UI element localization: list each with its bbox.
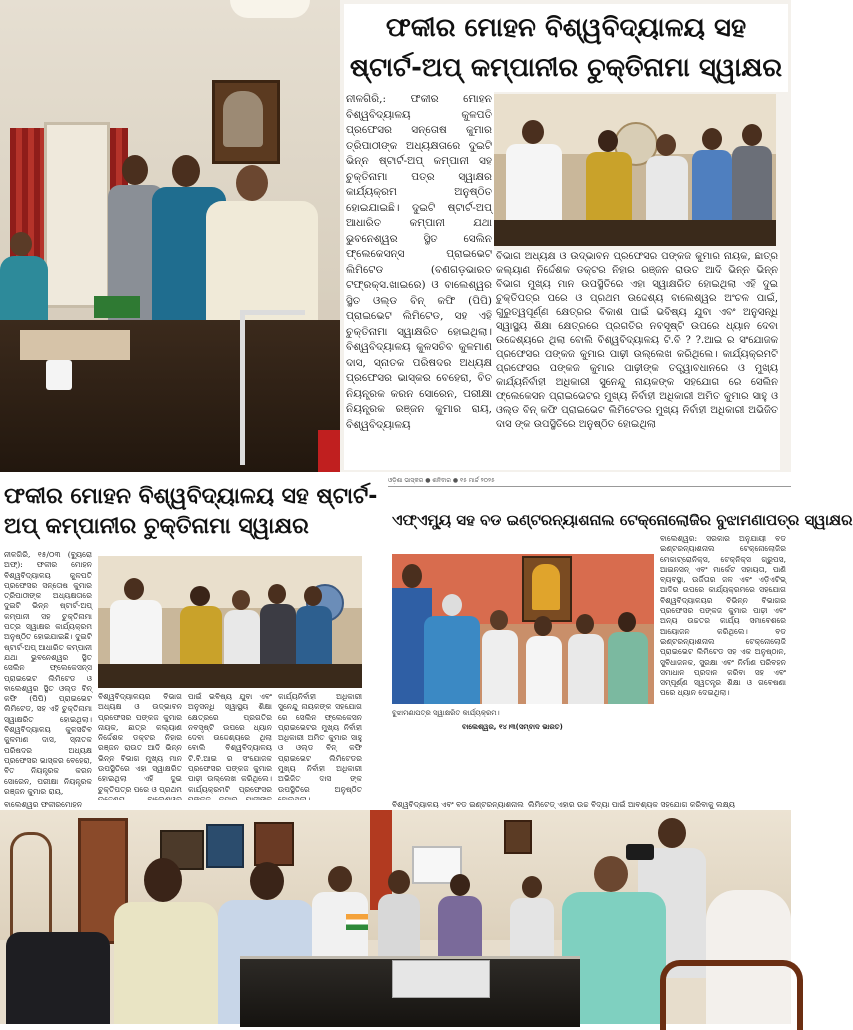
wall-frame-4 [504, 820, 532, 854]
photo-desk [494, 220, 776, 246]
photo-desk [98, 664, 362, 688]
clipping-2-column-b: ପାଇଁ ଭବିଷ୍ୟ ଯୁବା ଏବଂ ଅନୁସନ୍ଧି ସ୍ୱାସ୍ଥ୍ୟ ଶିକ୍ଷା କ୍ଷେତ୍ରରେ ପ୍ରଗତିର ନବସୃଷ୍ଟି ଉପରେ ଧ୍ୟାନ ଦେବା ଉଦ୍ଦେଶ୍ୟରେ ଥିଲା ବୋଲି ବିଶ୍ୱବିଦ୍ୟାଳୟ ଟି.ବି.ଆଇ ର ସଂଯୋଜକ ପ୍ରଫେସର ପଙ୍କଜ କୁମାର ପାଢ଼ୀ ଉଲ୍ଲେଖ କରିଥିଲେ। କାର୍ଯ୍ୟକ୍ରମଟି ପ୍ରଫେସର [188, 692, 272, 794]
clipping-2-column-left: ନୀଳଗିରି, ୧୫/୦୩ (ବ୍ୟୁରୋ ଅଫ୍): ଫକୀର ମୋହନ ବିଶ୍ୱବିଦ୍ୟାଳୟ କୁଳପତି ପ୍ରଫେସର ସନ୍ତୋଷ କୁମାର ତ୍ରିପାଠୀଙ୍କ ଅଧ୍ୟକ୍ଷତାରେ ଦୁଇଟି ଭିନ୍ନ ଷ୍ଟାର୍ଟ-ଅପ୍ କମ୍ପାନୀ ସହ ଚୁକ୍ତିନାମା ପତ୍ର ସ୍ୱାକ୍ଷର କାର୍ଯ୍ୟକ୍ରମ ଅନୁଷ୍ଠିତ ହୋଇଯାଇଛି। ଦୁଇଟି ଷ୍ଟାର୍ଟ-ଅପ୍ ଆଧାରିତ କମ୍ପାନୀ ଯଥା ଭୁବନେଶ୍ୱର ସ୍ଥିତ ସେଲିନ ଫ୍ଲେକେସନ୍ସ ପ୍ରାଇଭେଟ ଲିମିଟେଡ ଓ ବାଲେଶ୍ୱର ସ୍ଥିତ ଓଲ୍ଡ ବିନ୍ କଫି (ପିପି) ପ୍ରାଇଭେଟ ଲିମିଟେଡ, ସହ ଏହି ଚୁକ୍ତିନାମା ସ୍ୱାକ୍ଷରିତ ହୋଇଥିଲା। ବିଶ୍ୱବିଦ୍ୟାଳୟ କୁଳସଚିବ କୁଳମାଣ ଦାସ, ସ୍ନାତକ ପରିଷଦର ଅଧ୍ୟକ୍ଷ ପ୍ରଫେସର ଭାସ୍କର ବେହେରା, ବିତ ନିୟନ୍ତ୍ରକ କରନ ସୋରେନ, ପରୀକ୍ଷା ନିୟନ୍ତ୍ରକ ରଞ୍ଜନ କୁମାର ରାୟ, [4, 550, 92, 796]
person-back-right [508, 876, 556, 956]
snippet-col-1: ବାଲେଶ୍ୱର ଫକୀରମୋହନ [4, 800, 83, 809]
desk-flag [346, 914, 368, 930]
wooden-armchair [660, 960, 803, 1030]
clipping-3-right-column: ବାଲେଶ୍ୱର: ସରକାର ଅନୁଯାୟୀ ବଡ ଇଣ୍ଟରନ୍ୟାଶନାଲ ଟେକ୍ନୋଲୋଜିର ମେକାଟ୍ରୋନିକ୍ସ, ଟେକ୍ନିକ୍ସ ଗ୍ରୁପସ, ଆଇନସନ୍ ଏବଂ ମାର୍କେଟ ସହାୟତା, ପାଣି ବ୍ୟବସ୍ଥା, ଉର୍ଜିତାର ଜଳ ଏବଂ ଏଡ଼ିଏଟିଭ୍ ଆଦିର ଉପରେ କାର୍ଯ୍ୟକ୍ରମରେ ସହଯୋଗ ବିଶ୍ୱବିଦ୍ୟାଳୟର ବିଭିନ୍ନ ବିଭାଗର ପ୍ରଫେସର ପଙ୍କଜ କୁମାର ପାଢ଼ୀ ଏବଂ ଅନ୍ୟ ଉଚ୍ଚତର କାର୍ଯ୍ୟ ସମାବେଶରେ ଆୟୋଜନ କରିଥିଲେ। ବଡ ଇଣ୍ଟରନ୍ୟାଶନାଲ ଟେକ୍ନୋଲୋଜି ପ୍ରାଇଭେଟ ଲିମିଟେଡ ସହ ଏକ ଅନୁଷ୍ଠାନ, ସୁବିଧାଜନକ, ସୁରକ୍ଷା ଏବଂ ନିର୍ମାଣ ପରିବହନ ସମାଧାନ ପ୍ରଦାନ କରିବା ସହ ଏବଂ ସମ୍ପୂର୍ଣ୍ଣ ସ୍ୱତନ୍ତ୍ର ଶିକ୍ଷା ଓ ଗବେଷଣା ପରେ ଧ୍ୟାନ ଦେଇଥିଲା। [660, 534, 786, 698]
clipping-2-column-a: ବିଶ୍ୱବିଦ୍ୟାଳୟର ବିଭାଗ ଅଧ୍ୟକ୍ଷ ଓ ଉଦ୍ଭାବନ ପ୍ରଫେସର ପଙ୍କଜ କୁମାର ନାୟକ, ଛାତ୍ର କଲ୍ୟାଣ ନିର୍ଦ୍ଦେଶକ ଡକ୍ଟର ନିହାର ରଞ୍ଜନ ରାଉତ ଆଦି ଭିନ୍ନ ଭିନ୍ନ ବିଭାଗ ମୁଖ୍ୟ ମାନ ଉପସ୍ଥିତିରେ ଏହା ସ୍ୱାକ୍ଷରିତ ହୋଇଥିଲା ଏହି ଦୁଇ ଚୁକ୍ତିପତ୍ର ପରେ ଓ ପ୍ରଥମ [98, 692, 182, 794]
desk-items [20, 330, 130, 360]
person-woman [436, 874, 484, 964]
clipping-3-photo [392, 554, 654, 704]
desk-lamp [240, 310, 305, 465]
person-center-2 [376, 870, 422, 970]
red-box [318, 430, 340, 472]
photo-person-4 [524, 616, 564, 704]
clipping-1-headline [344, 4, 788, 92]
headline-line-1: ଫକୀର ମୋହନ ବିଶ୍ୱବିଦ୍ୟାଳୟ ସହ [385, 13, 747, 43]
headline-line-2: ଷ୍ଟାର୍ଟ-ଅପ୍ କମ୍ପାନୀର ଚୁକ୍ତିନାମା ସ୍ୱାକ୍ଷର [349, 53, 783, 83]
clipping-3-headline: ଏଫ୍ଏମ୍ୟୁ ସହ ବଡ ଇଣ୍ଟରନ୍ୟାଶନାଲ ଟେକ୍ନୋଲୋଜିର ବୁଝାମଣାପତ୍ର ସ୍ୱାକ୍ଷର [392, 511, 853, 529]
door-frame [44, 122, 110, 308]
portrait-frame [212, 80, 280, 164]
snippet-col-3: ଲିମିଟେଡ୍ ଏହାର ଉଚ୍ଚ ବିଦ୍ୟା ପାଇଁ ଆବଶ୍ୟକ ସହଯୋଗ କରିବାକୁ ଲକ୍ଷ୍ୟ [528, 800, 736, 809]
clipping-1-column-2: ବିଭାଗ ଅଧ୍ୟକ୍ଷ ଓ ଉଦ୍ଭାବନ ପ୍ରଫେସର ପଙ୍କଜ କୁମାର ନାୟକ, ଛାତ୍ର କଲ୍ୟାଣ ନିର୍ଦ୍ଦେଶକ ଡକ୍ଟର ନିହାର ରଞ୍ଜନ ରାଉତ ଆଦି ଭିନ୍ନ ଭିନ୍ନ ବିଭାଗ ମୁଖ୍ୟ ମାନ ଉପସ୍ଥିତିରେ ଏହା ସ୍ୱାକ୍ଷରିତ ହୋଇଥିଲା ଏହି ଦୁଇ ଚୁକ୍ତିପତ୍ର ପରେ ଓ ପ୍ରଥମ ଉଦ୍ଦେଶ୍ୟ ବାଲେଶ୍ୱର ଅଂଚଳ ପାଇଁ, ଗୁରୁତ୍ୱପୂର୍ଣ୍ଣ କ୍ଷେତ୍ରର ବିକାଶ ପାଇଁ ଭବିଷ୍ୟ ଯୁବା ଏବଂ ଅନୁସନ୍ଧି ସ୍ୱାସ୍ଥ୍ୟ ଶିକ୍ଷା କ୍ଷେତ୍ରରେ ପ୍ରଗତିର ନବସୃଷ୍ଟି ଉପରେ ଧ୍ୟାନ ଦେବା ଉଦ୍ଦେଶ୍ୟରେ ଥିଲା ବୋଲି ବିଶ୍ୱବିଦ୍ୟାଳୟ ଟି.ବି ? ?.ଆଇ ର ସଂଯୋଜକ ପ୍ରଫେସର ପଙ୍କଜ କୁମାର ପାଢ଼ୀ ଉଲ୍ଲେଖ କରିଥିଲେ। କାର୍ଯ୍ୟକ୍ରମଟି ପ୍ରଫେସର ପଙ୍କଜ କୁମାର ପାଢ଼ୀଙ୍କ ତତ୍ତ୍ୱାବଧାନରେ ଓ ମୁଖ୍ୟ କାର୍ଯ୍ୟନିର୍ବାହୀ ଅଧିକାରୀ ସୁନେନ୍ଦୁ ନାୟକଙ୍କ ସହଯୋଗ ରେ ସେଲିନ ଫ୍ଲେକେସନ ପ୍ରାଇଭେଟର ମୁଖ୍ୟ ନିର୍ବାହୀ ଅଧିକାରୀ ଅମିତ କୁମାର ସାହୁ ଓ ଓଲ୍ଡ ବିନ୍ କଫି ପ୍ରାଇଭେଟ ଲିମିଟେଡର ମୁଖ୍ୟ ନିର୍ବାହୀ ଅଧିକାରୀ ଅଭିଜିତ ଦାସ ଙ୍କ ଉପସ୍ଥିତିରେ ଅନୁଷ୍ଠିତ ହୋଇଥିଲା [494, 250, 780, 470]
clipping-2-bottom-snippet [0, 800, 388, 810]
clipping-2-column-c: କାର୍ଯ୍ୟନିର୍ବାହୀ ଅଧିକାରୀ ସୁନେନ୍ଦୁ ନାୟକଙ୍କ ସହଯୋଗ ରେ ସେଲିନ ଫ୍ଲେକେସନ ପ୍ରାଇଭେଟର ମୁଖ୍ୟ ନିର୍ବାହୀ ଅଧିକାରୀ ଅମିତ କୁମାର ସାହୁ ଓ ଓଲ୍ଡ ବିନ୍ କଫି ପ୍ରାଇଭେଟ ଲିମିଟେଡର ମୁଖ୍ୟ ନିର୍ବାହୀ ଅଧିକାରୀ ଅଭିଜିତ ଦାସ ଙ୍କ ଉପସ୍ଥିତିରେ ଅନୁଷ୍ଠିତ [278, 692, 362, 794]
white-mug [46, 360, 72, 390]
clipping-3 [388, 476, 853, 804]
clipping-3-photo-caption: ବୁଝାମଣାପତ୍ର ସ୍ୱାକ୍ଷରିତ କାର୍ଯ୍ୟକ୍ରମ। [392, 709, 500, 717]
clipping-1-right-photo [494, 94, 776, 246]
person-left-foreground [110, 858, 220, 1024]
green-file [94, 296, 140, 318]
photo-person-2 [422, 594, 482, 704]
photo-person-6 [606, 612, 650, 704]
decorative-shelf [10, 832, 52, 938]
clipping-3-dateline: ବାଲେଶ୍ୱର, ୧୪।୩(ସମ୍ବାଦ ଭାରତ) [462, 723, 563, 731]
photo-person-5 [566, 614, 606, 704]
headline-line-1: ଫକୀର ମୋହନ ବିଶ୍ୱବିଦ୍ୟାଳୟ ସହ ଷ୍ଟାର୍ଟ- [4, 484, 378, 509]
bottom-photo [0, 810, 791, 1024]
photo-person-3 [480, 610, 520, 704]
clipping-2-headline [4, 482, 376, 542]
office-chair [6, 932, 110, 1024]
wall-frame-3 [254, 822, 294, 866]
clipping-3-header-strip: ଓଡ଼ିଶା ଭାସ୍କର ● ଶନିବାର ● ୧୫ ମାର୍ଚ୍ଚ ୨୦୨୫ [388, 476, 791, 487]
clipping-3-bottom-snippet [388, 800, 791, 810]
clipping-2-photo [98, 556, 362, 688]
portrait-frame [522, 556, 572, 622]
clipping-1-column-1: ନୀଳଗିରି,: ଫକୀର ମୋହନ ବିଶ୍ୱବିଦ୍ୟାଳୟ କୁଳପତି ପ୍ରଫେସର ସନ୍ତୋଷ କୁମାର ତ୍ରିପାଠୀଙ୍କ ଅଧ୍ୟକ୍ଷତାରେ ଦୁଇଟି ଭିନ୍ନ ଷ୍ଟାର୍ଟ-ଅପ୍ କମ୍ପାନୀ ସହ ଚୁକ୍ତିନାମା ପତ୍ର ସ୍ୱାକ୍ଷର କାର୍ଯ୍ୟକ୍ରମ ଅନୁଷ୍ଠିତ ହୋଇଯାଇଛି। ଦୁଇଟି ଷ୍ଟାର୍ଟ-ଅପ୍ ଆଧାରିତ କମ୍ପାନୀ ଯଥା ଭୁବନେଶ୍ୱର ସ୍ଥିତ ସେଲିନ ଫ୍ଲେକେସନ୍ସ ପ୍ରାଇଭେଟ ଲିମିଟେଡ (ବଣଗଡ଼ଭାରତ ଟଫ୍ରକ୍ସ.ଖାଇରେ) ଓ ବାଲେଶ୍ୱର ସ୍ଥିତ ଓଲ୍ଡ ବିନ୍ କଫି (ପିପି) ପ୍ରାଇଭେଟ ଲିମିଟେଡ, ସହ ଏହି ଚୁକ୍ତିନାମା ସ୍ୱାକ୍ଷରିତ ହୋଇଥିଲା। ବିଶ୍ୱବିଦ୍ୟାଳୟ କୁଳସଚିବ କୁଳମାଣ ଦାସ, ସ୍ନାତକ ପରିଷଦର ଅଧ୍ୟକ୍ଷ ପ୍ରଫେସର ଭାସ୍କର ବେହେରା, ବିତ ନିୟନ୍ତ୍ରକ କରନ ସୋରେନ, ପରୀକ୍ଷା ନିୟନ୍ତ୍ରକ ରଞ୍ଜନ କୁମାର ରାୟ, ବିଶ୍ୱବିଦ୍ୟାଳୟ [344, 92, 494, 470]
snippet-col-2: ବିଶ୍ୱବିଦ୍ୟାଳୟ ଏବଂ ବଡ ଇଣ୍ଟରନ୍ୟାଶନାଲ [392, 800, 524, 809]
clipping-1 [0, 0, 791, 472]
ceiling-light [230, 0, 310, 18]
headline-line-2: ଅପ୍ କମ୍ପାନୀର ଚୁକ୍ତିନାମା ସ୍ୱାକ୍ଷର [4, 514, 309, 539]
clipping-2 [0, 476, 380, 800]
clipping-1-left-photo [0, 0, 340, 472]
file-stack [392, 960, 490, 998]
